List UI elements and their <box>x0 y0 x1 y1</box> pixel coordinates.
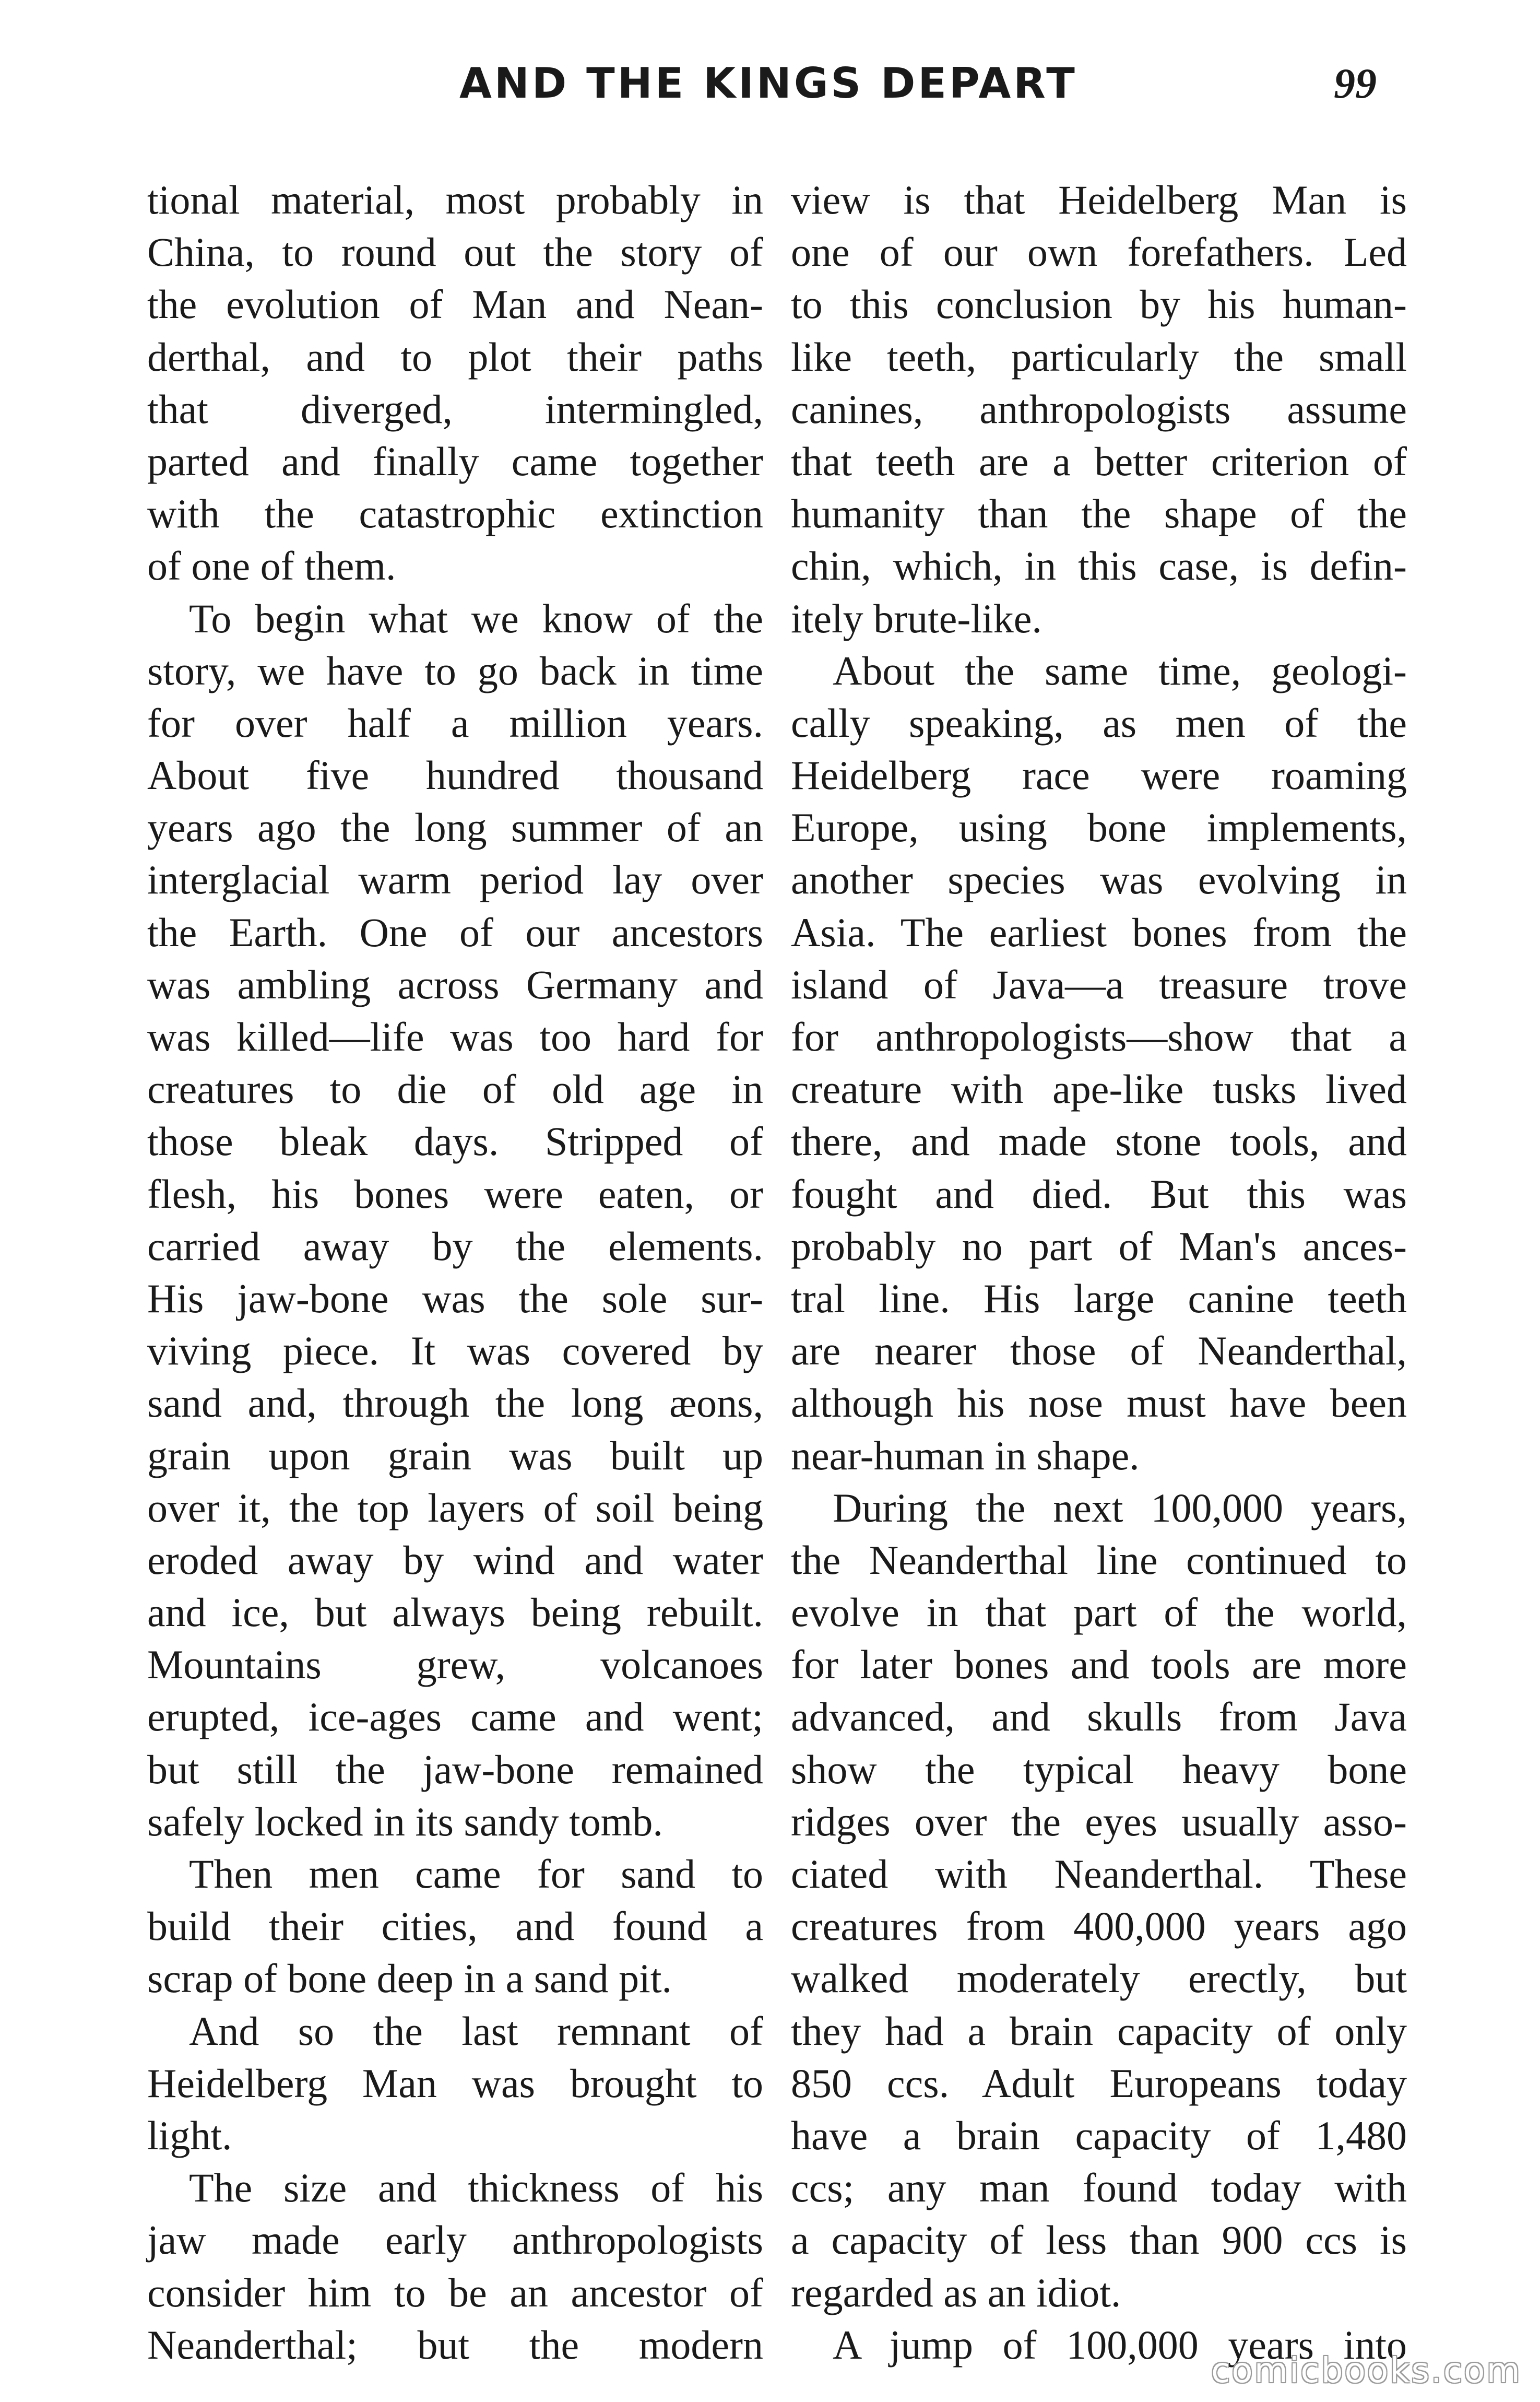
text-line: ridges over the eyes usually asso- <box>791 1798 1407 1844</box>
text-line: of one of them. <box>147 543 396 589</box>
text-line: humanity than the shape of the <box>791 491 1407 537</box>
text-line: to this conclusion by his human- <box>791 281 1407 327</box>
text-line: And so the last remnant of <box>189 2008 763 2054</box>
page-number: 99 <box>1334 60 1377 107</box>
text-line: The size and thickness of his <box>189 2165 763 2211</box>
text-line: consider him to be an ancestor of <box>147 2269 763 2315</box>
text-line: itely brute-like. <box>791 595 1042 641</box>
text-line: tional material, most probably in <box>147 177 763 222</box>
text-line: there, and made stone tools, and <box>791 1118 1407 1164</box>
text-line: those bleak days. Stripped of <box>147 1118 763 1164</box>
text-line: that diverged, intermingled, <box>147 386 763 432</box>
text-line: the evolution of Man and Nean- <box>147 281 763 327</box>
text-line: During the next 100,000 years, <box>833 1485 1407 1530</box>
text-line: have a brain capacity of 1,480 <box>791 2112 1407 2158</box>
right-text-column <box>791 174 1407 2371</box>
text-line: fought and died. But this was <box>791 1171 1407 1217</box>
text-line: view is that Heidelberg Man is <box>791 177 1407 222</box>
left-text-column <box>147 174 763 2371</box>
text-line: near-human in shape. <box>791 1432 1140 1478</box>
running-title: AND THE KINGS DEPART <box>459 59 1077 108</box>
text-line: the Neanderthal line continued to <box>791 1537 1407 1583</box>
text-line: for anthropologists—show that a <box>791 1014 1407 1059</box>
text-line: 850 ccs. Adult Europeans today <box>791 2060 1407 2106</box>
text-line: like teeth, particularly the small <box>791 334 1407 380</box>
text-line: walked moderately erectly, but <box>791 1956 1407 2001</box>
text-line: His jaw-bone was the sole sur- <box>147 1275 763 1321</box>
text-line: island of Java—a treasure trove <box>791 961 1407 1007</box>
text-line: show the typical heavy bone <box>791 1746 1407 1792</box>
watermark: comicbooks.com <box>1211 2350 1522 2391</box>
page-header <box>0 57 1540 110</box>
text-line: Europe, using bone implements, <box>791 805 1407 851</box>
text-line: although his nose must have been <box>791 1380 1407 1426</box>
text-line: they had a brain capacity of only <box>791 2008 1407 2054</box>
text-line: years ago the long summer of an <box>147 805 763 851</box>
text-line: safely locked in its sandy tomb. <box>147 1798 663 1844</box>
text-line: creature with ape-like tusks lived <box>791 1066 1407 1112</box>
text-line: Asia. The earliest bones from the <box>791 909 1407 955</box>
text-line: canines, anthropologists assume <box>791 386 1407 432</box>
text-line: ciated with Neanderthal. These <box>791 1851 1407 1897</box>
text-line: over it, the top layers of soil being <box>147 1485 763 1530</box>
text-line: scrap of bone deep in a sand pit. <box>147 1956 672 2001</box>
text-line: jaw made early anthropologists <box>147 2217 763 2263</box>
text-line: flesh, his bones were eaten, or <box>147 1171 763 1217</box>
text-line: for over half a million years. <box>147 700 763 746</box>
text-line: creatures from 400,000 years ago <box>791 1903 1407 1949</box>
text-line: grain upon grain was built up <box>147 1432 763 1478</box>
text-line: viving piece. It was covered by <box>147 1328 763 1374</box>
text-line: erupted, ice-ages came and went; <box>147 1694 763 1740</box>
text-line: story, we have to go back in time <box>147 647 763 693</box>
text-line: China, to round out the story of <box>147 229 763 275</box>
text-line: a capacity of less than 900 ccs is <box>791 2217 1407 2263</box>
text-line: with the catastrophic extinction <box>147 491 763 537</box>
text-line: A jump of 100,000 years into <box>833 2322 1407 2368</box>
text-line: the Earth. One of our ancestors <box>147 909 763 955</box>
text-line: derthal, and to plot their paths <box>147 334 763 380</box>
text-line: About the same time, geologi- <box>833 647 1407 693</box>
text-line: parted and finally came together <box>147 438 763 484</box>
text-line: that teeth are a better criterion of <box>791 438 1407 484</box>
text-line: evolve in that part of the world, <box>791 1589 1407 1635</box>
text-line: and ice, but always being rebuilt. <box>147 1589 763 1635</box>
text-line: for later bones and tools are more <box>791 1642 1407 1688</box>
text-line: To begin what we know of the <box>189 595 763 641</box>
text-line: light. <box>147 2112 232 2158</box>
text-line: regarded as an idiot. <box>791 2269 1121 2315</box>
text-line: build their cities, and found a <box>147 1903 763 1949</box>
text-line: one of our own forefathers. Led <box>791 229 1407 275</box>
text-line: Heidelberg Man was brought to <box>147 2060 763 2106</box>
text-line: another species was evolving in <box>791 857 1407 903</box>
text-line: tral line. His large canine teeth <box>791 1275 1407 1321</box>
text-line: creatures to die of old age in <box>147 1066 763 1112</box>
text-line: sand and, through the long æons, <box>147 1380 763 1426</box>
text-line: chin, which, in this case, is defin- <box>791 543 1407 589</box>
text-line: eroded away by wind and water <box>147 1537 763 1583</box>
text-line: interglacial warm period lay over <box>147 857 763 903</box>
text-line: Heidelberg race were roaming <box>791 752 1407 798</box>
text-line: Neanderthal; but the modern <box>147 2322 763 2368</box>
text-line: cally speaking, as men of the <box>791 700 1407 746</box>
text-line: are nearer those of Neanderthal, <box>791 1328 1407 1374</box>
text-line: was ambling across Germany and <box>147 961 763 1007</box>
text-line: Mountains grew, volcanoes <box>147 1642 763 1688</box>
text-line: but still the jaw-bone remained <box>147 1746 763 1792</box>
text-line: About five hundred thousand <box>147 752 763 798</box>
text-line: was killed—life was too hard for <box>147 1014 763 1059</box>
text-line: advanced, and skulls from Java <box>791 1694 1407 1740</box>
text-line: carried away by the elements. <box>147 1223 763 1269</box>
text-line: probably no part of Man's ances- <box>791 1223 1407 1269</box>
text-line: Then men came for sand to <box>189 1851 763 1897</box>
text-line: ccs; any man found today with <box>791 2165 1407 2211</box>
